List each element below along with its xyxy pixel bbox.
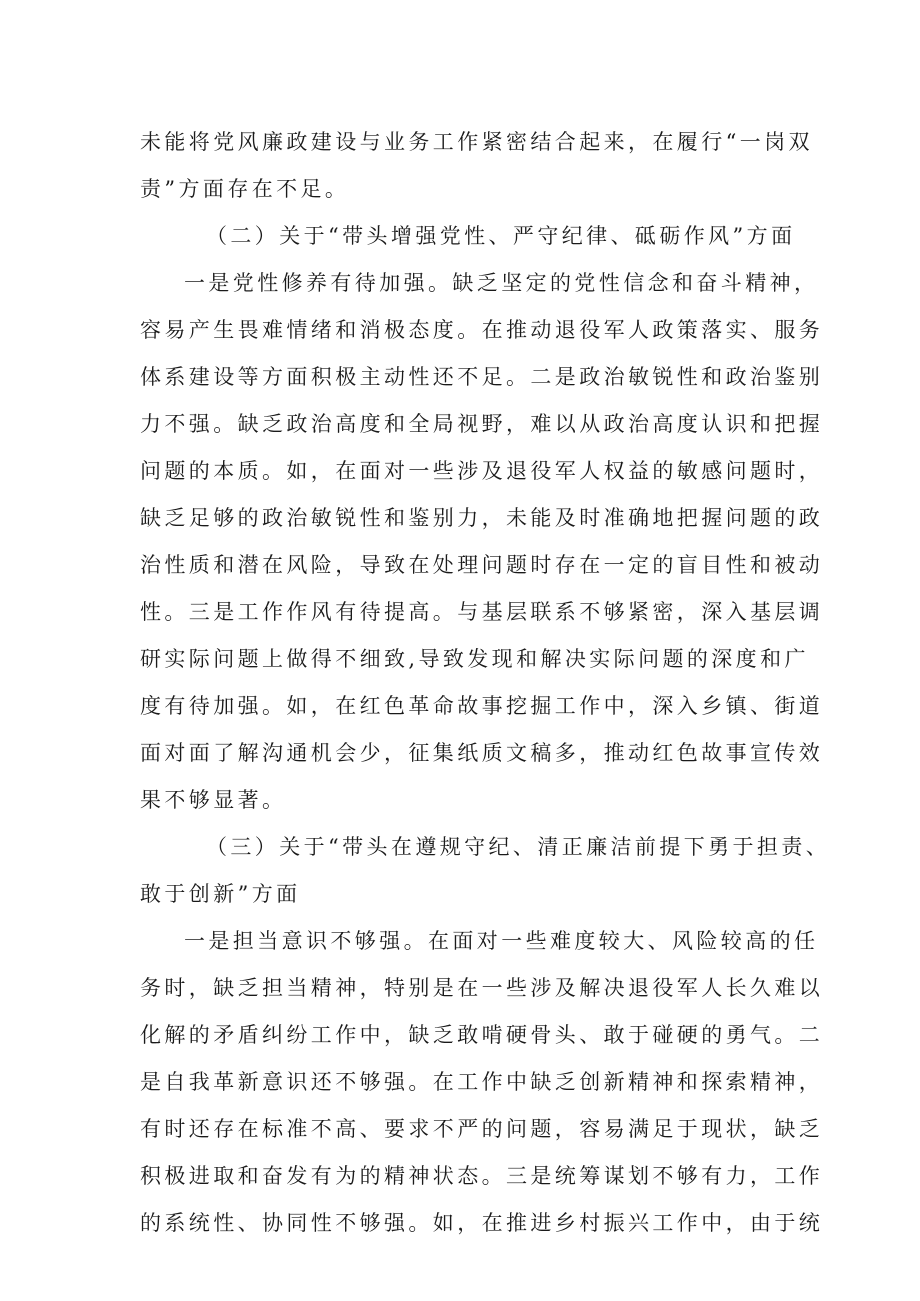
text-line: 未能将党风廉政建设与业务工作紧密结合起来，在履行“一岗双 <box>140 130 813 154</box>
text-line: 面对面了解沟通机会少，征集纸质文稿多，推动红色故事宣传效 <box>140 741 824 765</box>
text-line: 是自我革新意识还不够强。在工作中缺乏创新精神和探索精神， <box>140 1070 824 1094</box>
text-line: 务时，缺乏担当精神，特别是在一些涉及解决退役军人长久难以 <box>140 976 824 1000</box>
heading-line: 敢于创新”方面 <box>140 882 301 906</box>
heading-line: （二）关于“带头增强党性、严守纪律、砥砺作风”方面 <box>206 224 796 248</box>
text-line: 的系统性、协同性不够强。如，在推进乡村振兴工作中，由于统 <box>140 1211 824 1235</box>
text-line: 度有待加强。如，在红色革命故事挖掘工作中，深入乡镇、街道 <box>140 694 824 718</box>
section-heading-2 <box>140 213 796 260</box>
text-line: 研实际问题上做得不细致,导致发现和解决实际问题的深度和广 <box>140 647 809 671</box>
text-line: 体系建设等方面积极主动性还不足。二是政治敏锐性和政治鉴别 <box>140 365 824 389</box>
text-line: 一是党性修养有待加强。缺乏坚定的党性信念和奋斗精神， <box>184 271 819 295</box>
text-line: 容易产生畏难情绪和消极态度。在推动退役军人政策落实、服务 <box>140 318 824 342</box>
section-heading-3 <box>140 824 831 918</box>
text-line: 性。三是工作作风有待提高。与基层联系不够紧密，深入基层调 <box>140 600 824 624</box>
text-line: 化解的矛盾纠纷工作中，缺乏敢啃硬骨头、敢于碰硬的勇气。二 <box>140 1023 824 1047</box>
text-line: 治性质和潜在风险，导致在处理问题时存在一定的盲目性和被动 <box>140 553 824 577</box>
text-line: 积极进取和奋发有为的精神状态。三是统筹谋划不够有力，工作 <box>140 1164 824 1188</box>
text-line: 问题的本质。如，在面对一些涉及退役军人权益的敏感问题时， <box>140 459 824 483</box>
heading-line: （三）关于“带头在遵规守纪、清正廉洁前提下勇于担责、 <box>206 835 831 859</box>
text-line: 果不够显著。 <box>140 788 287 812</box>
text-line: 力不强。缺乏政治高度和全局视野，难以从政治高度认识和把握 <box>140 412 824 436</box>
body-paragraph-continued <box>140 119 813 213</box>
body-paragraph-responsibility <box>140 918 824 1247</box>
text-line: 一是担当意识不够强。在面对一些难度较大、风险较高的任 <box>184 929 819 953</box>
body-paragraph-party-spirit <box>140 260 824 824</box>
text-line: 缺乏足够的政治敏锐性和鉴别力，未能及时准确地把握问题的政 <box>140 506 824 530</box>
text-line: 有时还存在标准不高、要求不严的问题，容易满足于现状，缺乏 <box>140 1117 824 1141</box>
document-page <box>140 119 831 1247</box>
text-line: 责”方面存在不足。 <box>140 177 350 201</box>
